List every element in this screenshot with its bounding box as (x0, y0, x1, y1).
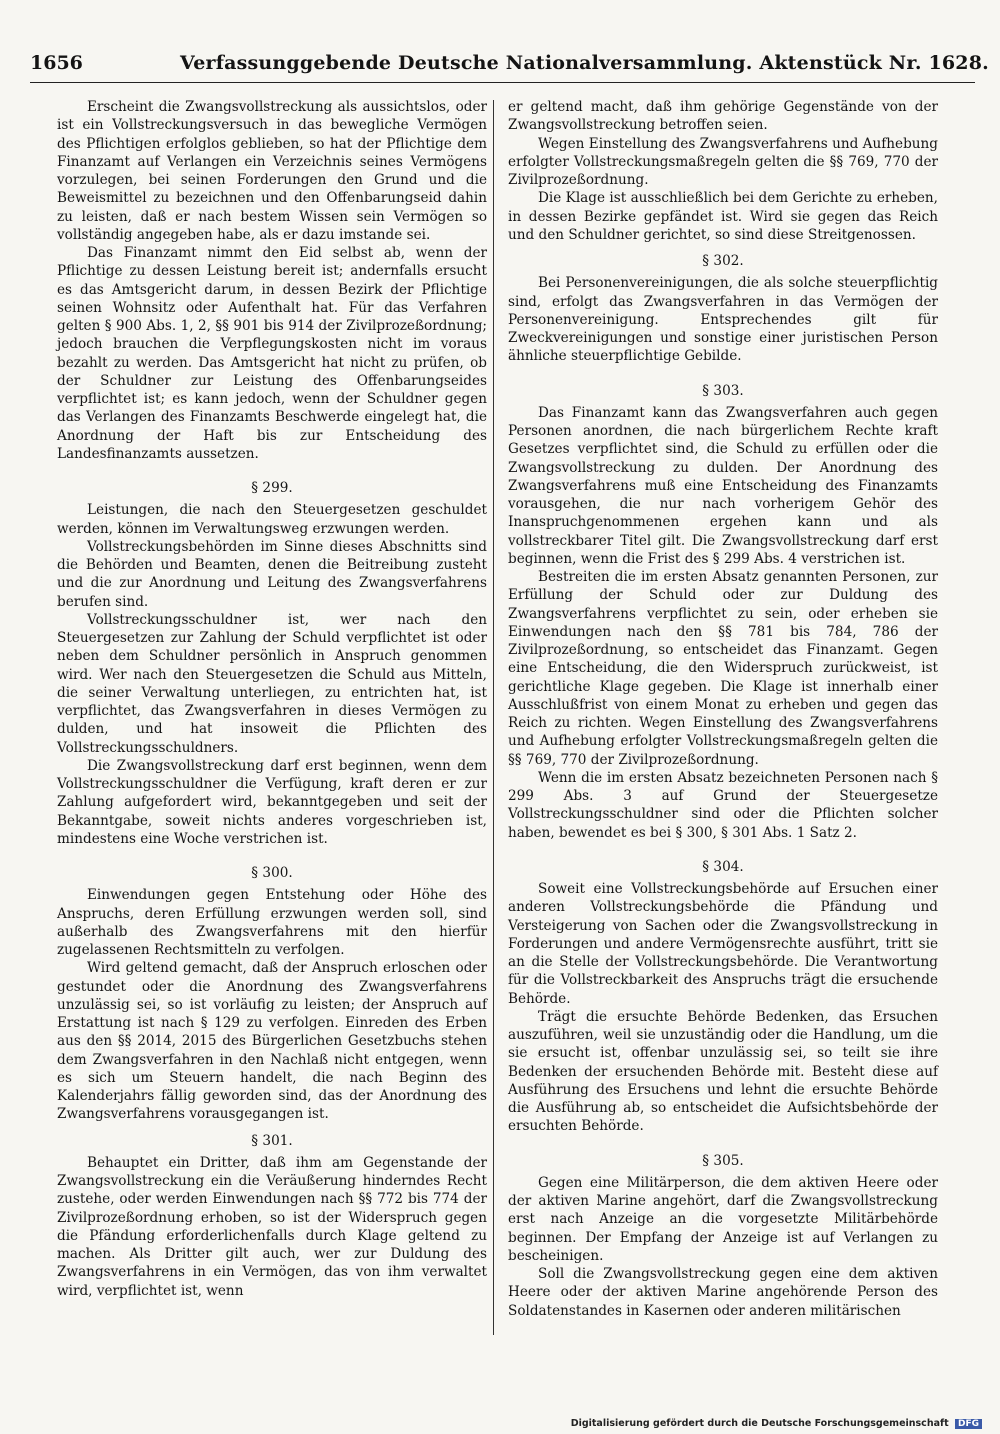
column-divider (493, 100, 494, 1335)
running-title: Verfassunggebende Deutsche Nationalversammlung. Aktenstück Nr. 1628. (180, 52, 989, 74)
digitization-footer (571, 1418, 982, 1429)
paragraph: Bestreiten die im ersten Absatz genannten Personen, zur Erfüllung der Schuld oder zur Duldung des Zwangsverfahrens verpflichtet zu sein, oder erheben sie Einwendungen nach den §§ 781 bis 784, 786 der Zivilprozeßordnung, so entscheidet das Finanzamt. Gegen eine Entscheidung, die den Widerspruch zurückweist, ist gerichtliche Klage gegeben. Die Klage ist innerhalb einer Ausschlußfrist von einem Monat zu erheben und gegen das Reich zu richten. Wegen Einstellung des Zwangsverfahrens und Aufhebung erfolgter Vollstreckungsmaßregeln gelten die §§ 769, 770 der Zivilprozeßordnung. (508, 569, 938, 768)
paragraph: Wegen Einstellung des Zwangsverfahrens und Aufhebung erfolgter Vollstreckungsmaßregeln gelten die §§ 769, 770 der Zivilprozeßordnung. (508, 135, 938, 188)
paragraph: er geltend macht, daß ihm gehörige Gegenstände von der Zwangsvollstreckung betroffen seien. (508, 99, 938, 134)
paragraph: Die Klage ist ausschließlich bei dem Gerichte zu erheben, in dessen Bezirke gepfändet ist. Wird sie gegen das Reich und den Schuldner gerichtet, so sind diese Streitgenossen. (508, 190, 938, 243)
paragraph: Bei Personenvereinigungen, die als solche steuerpflichtig sind, erfolgt das Zwangsverfahren in das Vermögen der Personenvereinigung. Entsprechendes gilt für Zweckvereinigungen und sonstige einer juristischen Person ähnliche steuerpflichtige Gebilde. (508, 275, 938, 365)
paragraph: Behauptet ein Dritter, daß ihm am Gegenstande der Zwangsvollstreckung ein die Veräußerung hinderndes Recht zustehe, oder werden Einwendungen nach §§ 772 bis 774 der Zivilprozeßordnung erhoben, so ist der Widerspruch gegen die Pfändung erforderlichenfalls durch Klage geltend zu machen. Als Dritter gilt auch, wer zur Duldung des Zwangsverfahrens in ein Vermögen, das von ihm verwaltet wird, verpflichtet ist, wenn (57, 1154, 487, 1299)
paragraph: Erscheint die Zwangsvollstreckung als aussichtslos, oder ist ein Vollstreckungsversuch in das bewegliche Vermögen des Pflichtigen erfolglos geblieben, so hat der Pflichtige dem Finanzamt auf Verlangen ein Verzeichnis seines Vermögens vorzulegen, bei seinen Forderungen den Grund und die Beweismittel zu bezeichnen und den Offenbarungseid dahin zu leisten, daß er nach bestem Wissen sein Vermögen so vollständig angegeben habe, als er dazu imstande sei. (57, 99, 487, 243)
paragraph: Vollstreckungsschuldner ist, wer nach den Steuergesetzen zur Zahlung der Schuld verpflichtet ist oder neben dem Schuldner persönlich in Anspruch genommen wird. Wer nach den Steuergesetzen die Schuld aus Mitteln, die seiner Verwaltung unterliegen, zu entrichten hat, ist verpflichtet, das Zwangsverfahren in dieses Vermögen zu dulden, und hat insoweit die Pflichten des Vollstreckungsschuldners. (57, 611, 487, 756)
paragraph: Das Finanzamt kann das Zwangsverfahren auch gegen Personen anordnen, die nach bürgerlichem Rechte kraft Gesetzes verpflichtet sind, die Schuld zu erfüllen oder die Zwangsvollstreckung zu dulden. Der Anordnung des Zwangsverfahrens muß eine Entscheidung des Finanzamts vorausgehen, die nur nach vorherigem Gehör des Inanspruchgenommenen ergehen kann und als vollstreckbarer Titel gilt. Die Zwangsvollstreckung darf erst beginnen, wenn die Frist des § 299 Abs. 4 verstrichen ist. (508, 404, 938, 567)
paragraph: Soll die Zwangsvollstreckung gegen eine dem aktiven Heere oder der aktiven Marine angehörende Person des Soldatenstandes in Kasernen oder anderen militärischen (508, 1266, 938, 1319)
paragraph: Die Zwangsvollstreckung darf erst beginnen, wenn dem Vollstreckungsschuldner die Verfügung, kraft deren er zur Zahlung aufgefordert wird, bekanntgegeben und seit der Bekanntgabe, soweit nichts anderes vorgeschrieben ist, mindestens eine Woche verstrichen ist. (57, 757, 487, 847)
section-heading-304: § 304. (702, 858, 744, 875)
page-number: 1656 (30, 52, 83, 74)
section-heading-305: § 305. (702, 1152, 744, 1169)
paragraph: Soweit eine Vollstreckungsbehörde auf Ersuchen einer anderen Vollstreckungsbehörde die Pfändung und Versteigerung von Sachen oder die Zwangsvollstreckung in Forderungen und andere Vermögensrechte ausführt, tritt sie an die Stelle der Vollstreckungsbehörde. Die Verantwortung für die Vollstreckbarkeit des Anspruchs trägt die ersuchende Behörde. (508, 881, 938, 1007)
dfg-logo: DFG (955, 1419, 982, 1429)
footer-text: Digitalisierung gefördert durch die Deutsche Forschungsgemeinschaft (570, 1418, 949, 1429)
section-heading-300: § 300. (251, 865, 293, 881)
paragraph: Vollstreckungsbehörden im Sinne dieses Abschnitts sind die Behörden und Beamten, denen die Beitreibung zusteht und die zur Anordnung und Leitung des Zwangsverfahrens berufen sind. (57, 538, 487, 610)
paragraph: Gegen eine Militärperson, die dem aktiven Heere oder der aktiven Marine angehört, darf die Zwangsvollstreckung erst nach Anzeige an die vorgesetzte Militärbehörde beginnen. Der Empfang der Anzeige ist auf Verlangen zu bescheinigen. (508, 1174, 938, 1264)
page-header (30, 50, 989, 83)
section-heading-299: § 299. (251, 480, 293, 496)
paragraph: Wird geltend gemacht, daß der Anspruch erloschen oder gestundet oder die Anordnung des Zwangsverfahrens unzulässig sei, so ist vorläufig zu leisten; der Anspruch auf Erstattung ist nach § 129 zu verfolgen. Einreden des Erben aus den §§ 2014, 2015 des Bürgerlichen Gesetzbuchs stehen dem Zwangsverfahren in den Nachlaß nicht entgegen, wenn es sich um Steuern handelt, die nach Beginn des Kalenderjahrs fällig geworden sind, das der Anordnung des Zwangsverfahrens vorausgegangen ist. (57, 960, 487, 1123)
paragraph: Leistungen, die nach den Steuergesetzen geschuldet werden, können im Verwaltungsweg erzwungen werden. (57, 502, 487, 537)
right-column (508, 98, 938, 1320)
left-column (57, 98, 487, 1300)
section-heading-301: § 301. (251, 1132, 293, 1149)
section-heading-303: § 303. (702, 382, 744, 399)
paragraph: Einwendungen gegen Entstehung oder Höhe des Anspruchs, deren Erfüllung erzwungen werden soll, sind außerhalb des Zwangsverfahrens mit den hierfür zugelassenen Rechtsmitteln zu verfolgen. (57, 887, 487, 958)
section-heading-302: § 302. (702, 253, 744, 269)
paragraph: Wenn die im ersten Absatz bezeichneten Personen nach § 299 Abs. 3 auf Grund der Steuergesetze Vollstreckungsschuldner sind oder die Pflichten solcher haben, bewendet es bei § 300, § 301 Abs. 1 Satz 2. (508, 769, 938, 841)
paragraph: Das Finanzamt nimmt den Eid selbst ab, wenn der Pflichtige zu dessen Leistung bereit ist; andernfalls ersucht es das Amtsgericht darum, in dessen Bezirk der Pflichtige seinen Wohnsitz oder Aufenthalt hat. Für das Verfahren gelten § 900 Abs. 1, 2, §§ 901 bis 914 der Zivilprozeßordnung; jedoch brauchen die Verpflegungskosten nicht im voraus bezahlt zu werden. Das Amtsgericht hat nicht zu prüfen, ob der Schuldner zur Leistung des Offenbarungseides verpflichtet ist; es kann jedoch, wenn der Schuldner gegen das Verlangen des Finanzamts Beschwerde eingelegt hat, die Anordnung der Haft bis zur Entscheidung des Landesfinanzamts aussetzen. (57, 245, 487, 462)
paragraph: Trägt die ersuchte Behörde Bedenken, das Ersuchen auszuführen, weil sie unzuständig oder die Handlung, um die sie ersucht ist, offenbar unzulässig sei, so teilt sie ihre Bedenken der ersuchenden Behörde mit. Besteht diese auf Ausführung des Ersuchens und lehnt die ersuchte Behörde die Ausführung ab, so entscheidet die Aufsichtsbehörde der ersuchten Behörde. (508, 1008, 938, 1135)
